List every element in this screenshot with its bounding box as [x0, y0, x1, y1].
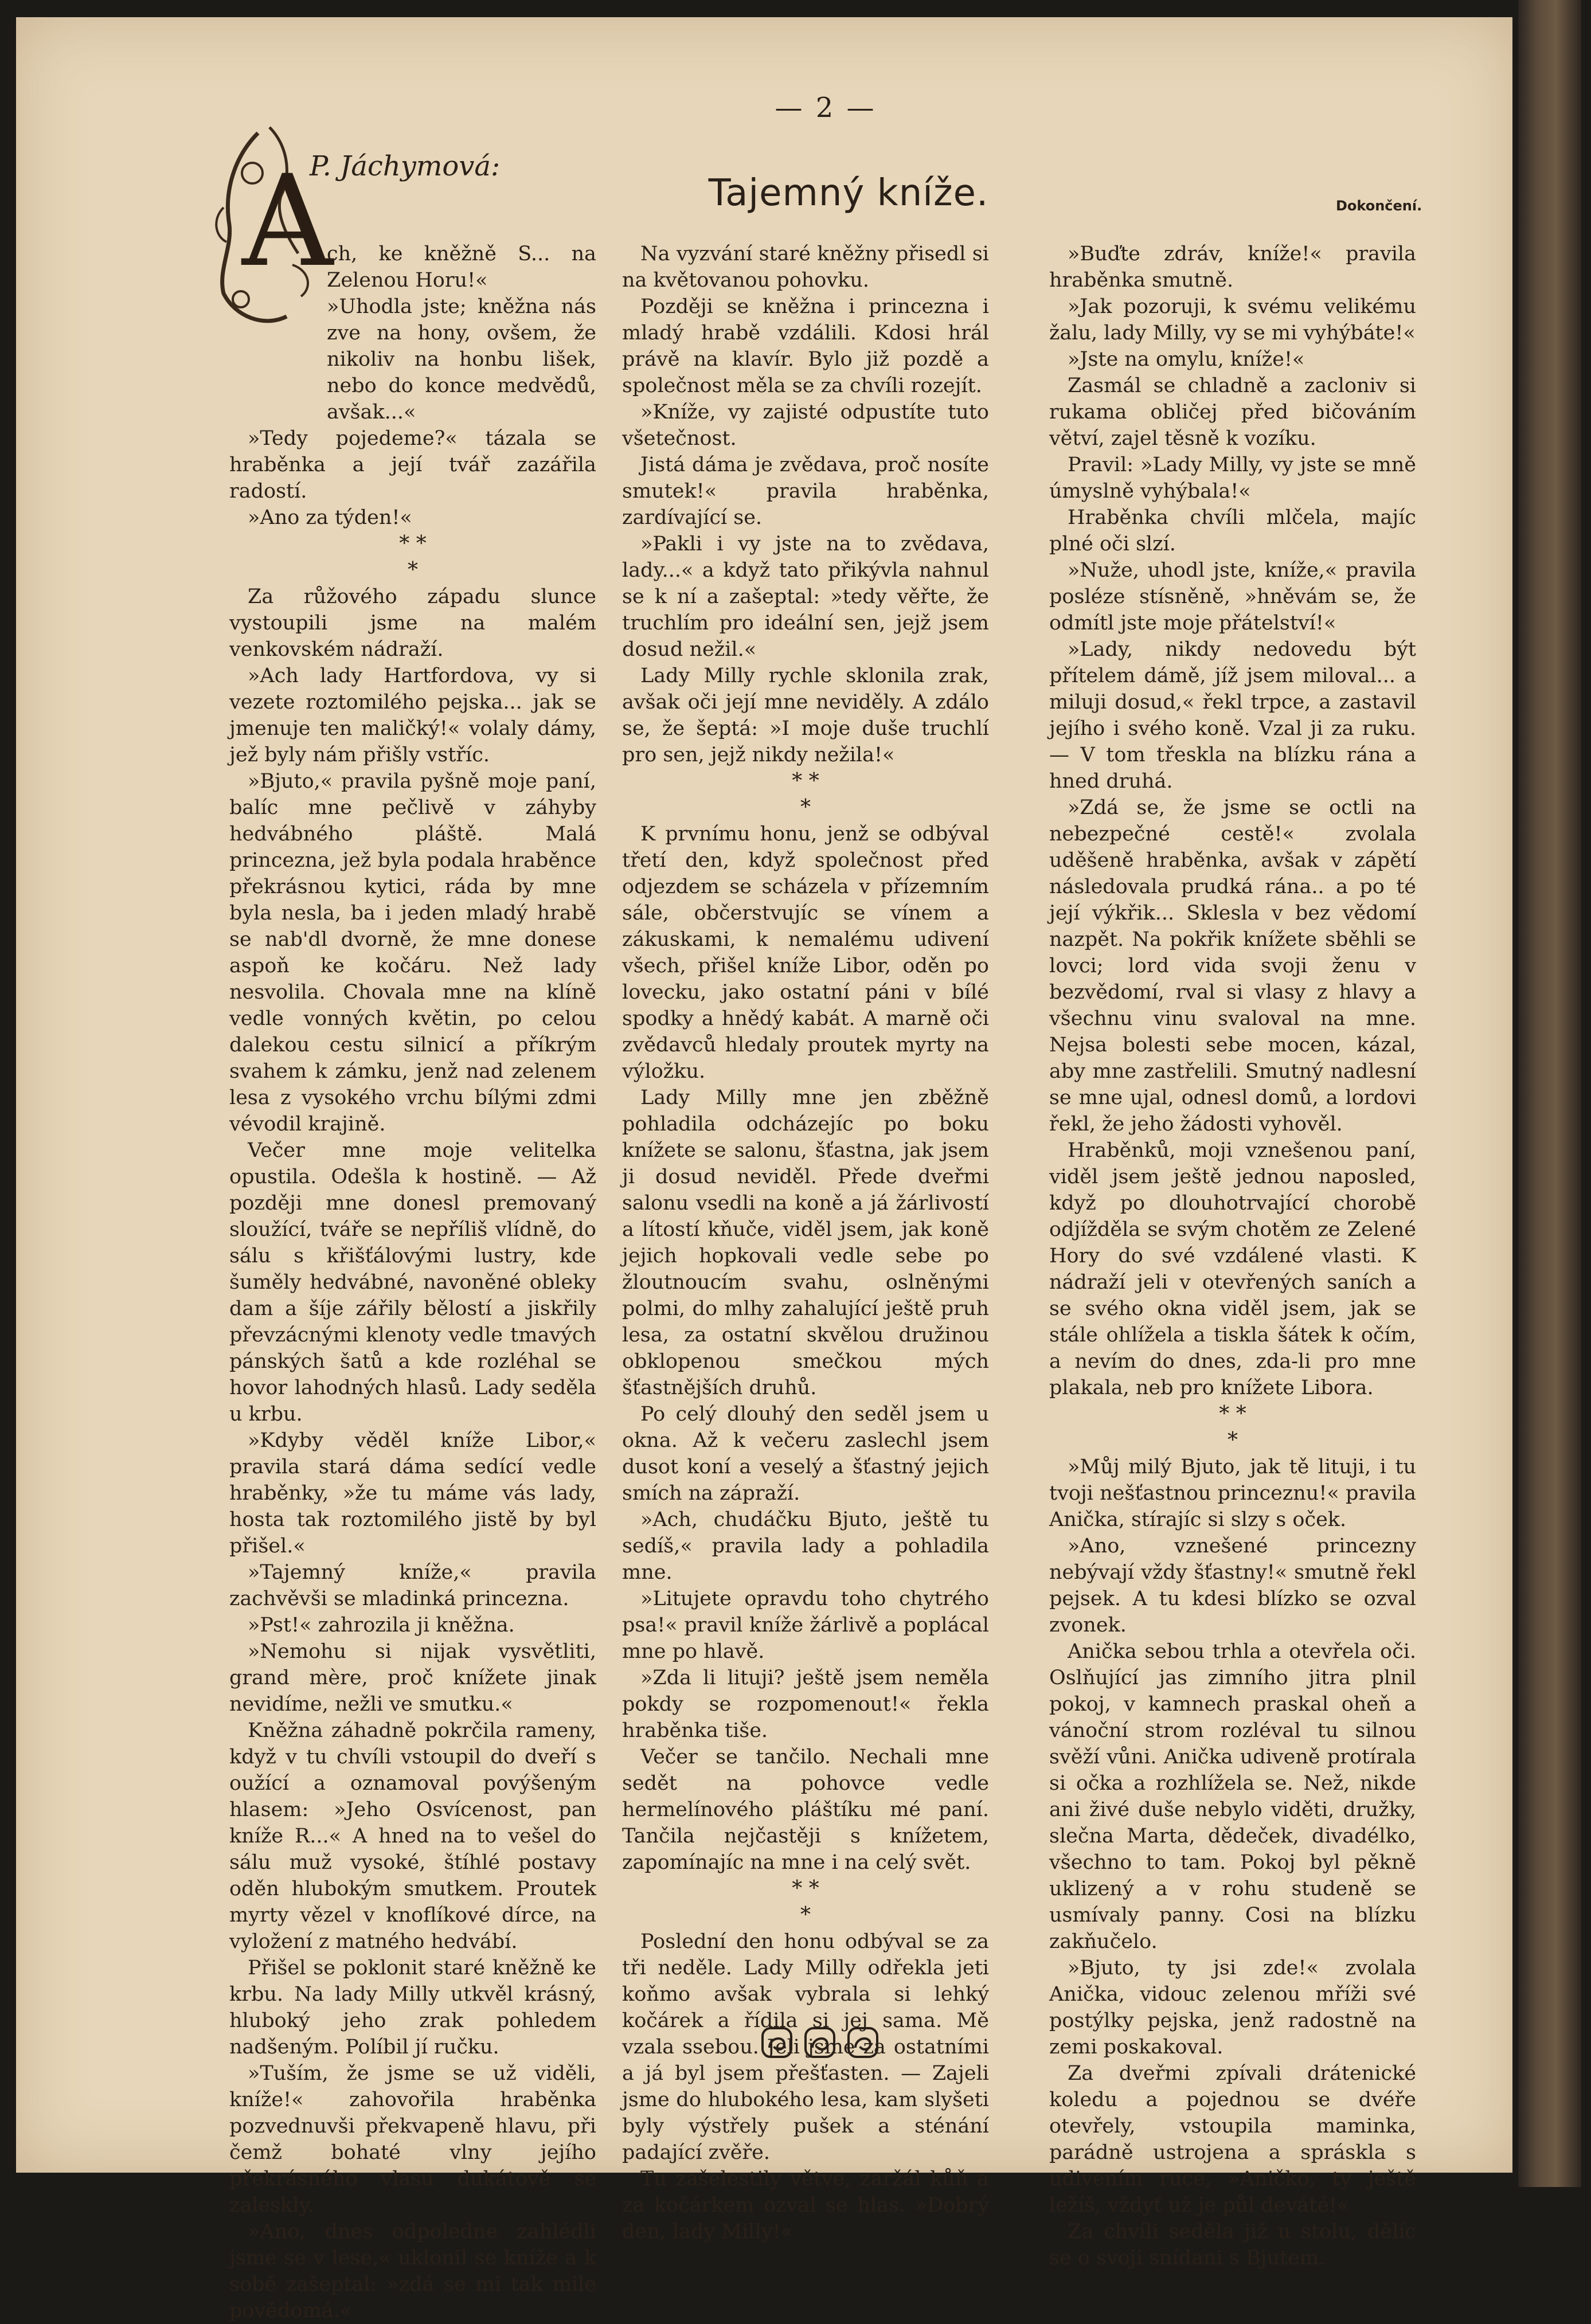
paragraph: »Nemohu si nijak vysvětliti, grand mère, proč knížete jinak nevidíme, nežli ve smutku.«	[229, 1640, 596, 1716]
paragraph: »Můj milý Bjuto, jak tě lituji, i tu tvoji nešťastnou princeznu!« pravila Anička, stírajíc si slzy s oček.	[1049, 1456, 1416, 1531]
paragraph: Za dveřmi zpívali drátenické koledu a pojednou se dvéře otevřely, vstoupila maminka, parádně ustrojena a spráskla s udivením ruce, »Aničko, ty ještě ležíš, vždyť už je půl deváté!«	[1049, 2062, 1416, 2217]
paragraph: »Kníže, vy zajisté odpustíte tuto všetečnost.	[622, 401, 989, 450]
paragraph: Na vyzvání staré kněžny přisedl si na květovanou pohovku.	[622, 242, 989, 292]
paragraph: »Tedy pojedeme?« tázala se hraběnka a její tvář zazářila radostí.	[229, 427, 596, 503]
paragraph: Kněžna záhadně pokrčila rameny, když v tu chvíli vstoupil do dveří s oužící a oznamoval povýšeným hlasem: »Jeho Osvícenost, pan kníže R...« A hned na to vešel do sálu muž vysoké, štíhlé postavy oděn hlubokým smutkem. Proutek myrty vězel v knoflíkové dírce, na vyložení z matného hedvábí.	[229, 1719, 596, 1953]
paragraph: »Bjuto, ty jsi zde!« zvolala Anička, vidouc zelenou mříži své postýlky pejska, jenž radostně na zemi poskakoval.	[1049, 1957, 1416, 2059]
paragraph: Večer mne moje velitelka opustila. Odešla k hostině. — Až později mne donesl premovaný sloužící, tváře se nepříliš vlídně, do sálu s křišťálovými lustry, kde šuměly hedvábné, navoněné obleky dam a šíje zářily bělostí a jiskřily převzácnými klenoty vedle tmavých pánských šatů a kde rozléhal se hovor lahodných hlasů. Lady seděla u krbu.	[229, 1139, 596, 1426]
ornament-square	[849, 2028, 877, 2057]
paragraph: Za růžového západu slunce vystoupili jsme na malém venkovském nádraží.	[229, 585, 596, 661]
ornament-swirl	[812, 2039, 827, 2049]
paragraph: »Uhodla jste; kněžna nás zve na hony, ovšem, že nikoliv na honbu lišek, nebo do konce medvědů, avšak...«	[327, 295, 596, 424]
paragraph: Tu zašelestily větve, zaržál kůň a za kočárkem ozval se hlas. »Dobrý den, lady Milly!«	[622, 2167, 989, 2243]
paragraph: »Nuže, uhodl jste, kníže,« pravila posléze stísněně, »hněvám se, že odmítl jste moje přátelství!«	[1049, 559, 1416, 635]
page-edge-mark	[1524, 1181, 1526, 1233]
paragraph: »Tajemný kníže,« pravila zachvěvši se mladinká princezna.	[229, 1561, 596, 1610]
section-divider: * * *	[1219, 1402, 1246, 1452]
article-title: Tajemný kníže.	[708, 172, 989, 214]
paragraph: Jistá dáma je zvědava, proč nosíte smutek!« pravila hraběnka, zardívající se.	[622, 453, 989, 529]
paragraph: Lady Milly mne jen zběžně pohladila odcházejíc po boku knížete se salonu, šťastna, jak jsem ji dosud neviděl. Přede dveřmi salonu vsedli na koně a já žárlivostí a lítostí kňuče, viděl jsem, jak koně jejich hopkovali vedle sebe po žloutnoucím svahu, oslněnými polmi, do mlhy zahalující ještě pruh lesa, za ostatní skvělou družinou obklopenou smečkou mých šťastnějších druhů.	[622, 1086, 989, 1399]
paragraph: »Jste na omylu, kníže!«	[1068, 348, 1305, 371]
column-1	[229, 241, 596, 2324]
author-name: P. Jáchymová:	[310, 150, 501, 182]
paragraph: »Buďte zdráv, kníže!« pravila hraběnka smutně.	[1049, 242, 1416, 292]
paragraph: »Ach, chudáčku Bjuto, ještě tu sedíš,« pravila lady a pohladila mne.	[622, 1508, 989, 1584]
paragraph: Hraběnků, moji vznešenou paní, viděl jsem ještě jednou naposled, když po dlouhotrvající chorobě odjížděla se svým chotěm ze Zelené Hory do své vzdálené vlasti. K nádraží jeli v otevřených saních a se svého okna viděl jsem, jak se stále ohlížela a tiskla šátek k očím, a nevím do dnes, zda-li pro mne plakala, neb pro knížete Libora.	[1049, 1139, 1416, 1399]
paragraph: Poslední den honu odbýval se za tři neděle. Lady Milly odřekla jeti koňmo avšak vybrala si lehký kočárek a řídila si jej sama. Mě vzala ssebou. Jeli jsme za ostatními a já byl jsem přešťasten. — Zajeli jsme do hlubokého lesa, kam slyšeti byly výstřely pušek a sténání padající zvěře.	[622, 1930, 989, 2164]
end-ornament	[757, 2022, 883, 2063]
paragraph: »Zdá se, že jsme se octli na nebezpečné cestě!« zvolala uděšeně hraběnka, avšak v zápětí následovala prudká rána.. a po té její výkřik... Sklesla v bez vědomí nazpět. Na pokřik knížete sběhli se lovci; lord vida svoji ženu v bezvědomí, rval si vlasy z hlavy a všechnu vinu svaloval na mne. Nejsa bolesti sebe mocen, kázal, aby mne zastřelili. Smutný nadlesní se mne ujal, odnesl domů, a lordovi řekl, že jeho žádosti vyhověl.	[1049, 796, 1416, 1136]
paragraph: »Tuším, že jsme se už viděli, kníže!« zahovořila hraběnka pozvednuvši překvapeně hlavu, při čemž bohaté vlny jejího překrásného vlasu dukátově se zaleskly.	[229, 2062, 596, 2217]
initial-letter: A	[242, 148, 333, 295]
ornament-square	[806, 2028, 834, 2057]
paragraph: Později se kněžna i princezna i mladý hrabě vzdálili. Kdosi hrál právě na klavír. Bylo již pozdě a společnost měla se za chvíli rozejít.	[622, 295, 989, 397]
section-divider: * * *	[792, 769, 819, 819]
ornament-swirl	[769, 2039, 784, 2049]
paragraph: »Ano za týden!«	[248, 506, 412, 529]
paragraph: Za chvíli seděla již u stolu, dělíc se o svoji snídani s Bjutem.	[1049, 2220, 1416, 2270]
continuation-label: Dokončení.	[1336, 198, 1422, 214]
page-number: — 2 —	[775, 92, 877, 124]
paragraph: »Ach lady Hartfordova, vy si vezete roztomilého pejska... jak se jmenuje ten maličký!« volaly dámy, jež byly nám přišly vstříc.	[229, 664, 596, 766]
ornament-swirl	[855, 2039, 870, 2049]
paragraph: Přišel se poklonit staré kněžně ke krbu. Na lady Milly utkvěl krásný, hluboký jeho zrak pohledem nadšeným. Políbil jí ručku.	[229, 1957, 596, 2059]
column-2	[622, 241, 989, 2245]
ornament-square	[763, 2028, 791, 2057]
paragraph: Po celý dlouhý den seděl jsem u okna. Až k večeru zaslechl jsem dusot koní a veselý a šťastný jejich smích na zápraží.	[622, 1403, 989, 1505]
paragraph: K prvnímu honu, jenž se odbýval třetí den, když společnost před odjezdem se scházela v přízemním sále, občerstvujíc se vínem a zákuskami, k nemalému udivení všech, přišel kníže Libor, oděn po lovecku, jako ostatní páni v bílé spodky a hnědý kabát. A marně oči zvědavců hledaly proutek myrty na výložku.	[622, 823, 989, 1083]
paragraph: Pravil: »Lady Milly, vy jste se mně úmyslně vyhýbala!«	[1049, 453, 1416, 503]
paragraph: »Pst!« zahrozila ji kněžna.	[248, 1614, 515, 1637]
paragraph: »Ano, dnes odpoledne zahlédli jsme se v lese,« uklonil se kníže a k sobě zašeptal: »zdá se mi tak mile povědomá.«	[229, 2220, 596, 2322]
paragraph: Večer se tančilo. Nechali mne sedět na pohovce vedle hermelínového pláštíku mé paní. Tančila nejčastěji s knížetem, zapomínajíc na mne i na celý svět.	[622, 1746, 989, 1874]
paragraph: »Ano, vznešené princezny nebývají vždy šťastny!« smutně řekl pejsek. A tu kdesi blízko se ozval zvonek.	[1049, 1535, 1416, 1637]
paragraph: »Pakli i vy jste na to zvědava, lady...« a když tato přikývla nahnul se k ní a zašeptal: »tedy věřte, že truchlím pro ideální sen, jejž jsem dosud nežil.«	[622, 533, 989, 661]
paragraph: Anička sebou trhla a otevřela oči. Oslňující jas zimního jitra plnil pokoj, v kamnech praskal oheň a vánoční strom rozléval tu silnou svěží vůni. Anička udiveně protírala si očka a rozhlížela se. Než, nikde ani živé duše nebylo viděti, družky, slečna Marta, dědeček, divadélko, všechno to tam. Pokoj byl pěkně uklizený a v rohu studeně se usmívaly panny. Cosi na blízku zakňučelo.	[1049, 1640, 1416, 1953]
binding-edge	[1518, 0, 1581, 2187]
paragraph: Zasmál se chladně a zacloniv si rukama obličej před bičováním větví, zajel těsně k vozíku.	[1049, 374, 1416, 450]
paragraph: »Kdyby věděl kníže Libor,« pravila stará dáma sedící vedle hraběnky, »že tu máme vás lady, hosta tak roztomilého jistě by byl přišel.«	[229, 1429, 596, 1558]
paragraph: »Zda li lituji? ještě jsem neměla pokdy se rozpomenout!« řekla hraběnka tiše.	[622, 1666, 989, 1742]
paragraph: ch, ke kněžně S... na Zelenou Horu!«	[327, 242, 596, 292]
paragraph: »Bjuto,« pravila pyšně moje paní, balíc mne pečlivě v záhyby hedvábného pláště. Malá princezna, jež byla podala hraběnce překrásnou kytici, ráda by mne byla nesla, ba i jeden mladý hrabě se nab'dl dvorně, že mne donese aspoň ke kočáru. Než lady nesvolila. Chovala mne na klíně vedle vonných květin, po celou dalekou cestu silnicí a příkrým svahem k zámku, jenž nad zelenem lesa z vysokého vrchu bílými zdmi vévodil krajině.	[229, 770, 596, 1136]
column-3	[1049, 241, 1416, 2271]
paragraph: »Lady, nikdy nedovedu být přítelem dámě, jíž jsem miloval... a miluji dosud,« řekl trpce, a zastavil jejího i svého koně. Vzal ji za ruku. — V tom třeskla na blízku rána a hned druhá.	[1049, 638, 1416, 793]
section-divider: * * *	[399, 532, 427, 582]
paragraph: »Litujete opravdu toho chytrého psa!« pravil kníže žárlivě a poplácal mne po hlavě.	[622, 1587, 989, 1663]
paragraph: Lady Milly rychle sklonila zrak, avšak oči její mne neviděly. A zdálo se, že šeptá: »I moje duše truchlí pro sen, jejž nikdy nežila!«	[622, 664, 989, 766]
paragraph: »Jak pozoruji, k svému velikému žalu, lady Milly, vy se mi vyhýbáte!«	[1049, 295, 1416, 345]
paragraph: Hraběnka chvíli mlčela, majíc plné oči slzí.	[1049, 506, 1416, 555]
section-divider: * * *	[792, 1877, 819, 1927]
